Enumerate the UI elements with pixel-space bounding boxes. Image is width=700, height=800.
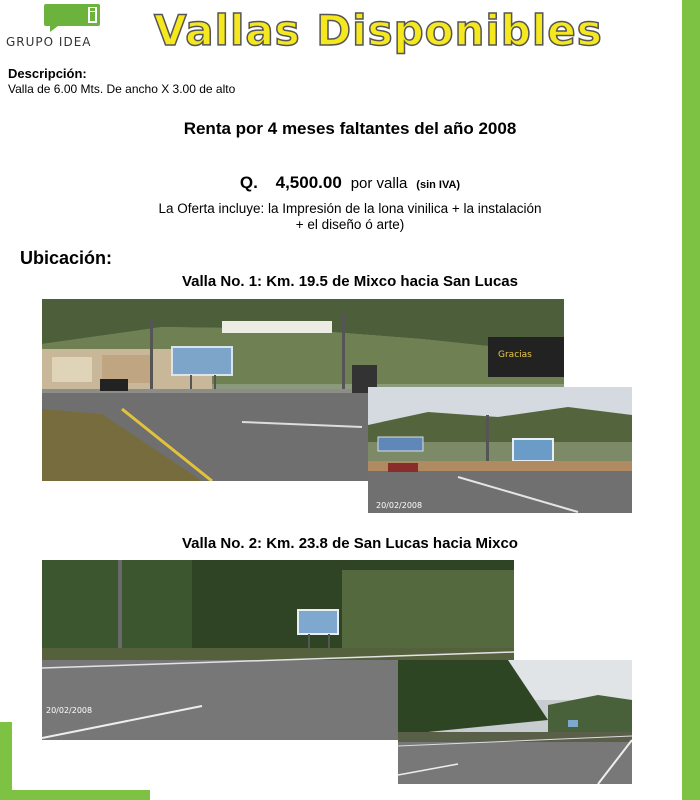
logo-wordmark: GRUPO IDEA bbox=[6, 35, 92, 49]
billboard-2-timestamp: 20/02/2008 bbox=[46, 706, 93, 715]
corner-accent-horizontal bbox=[0, 790, 150, 800]
offer-text bbox=[70, 201, 630, 233]
price-amount: 4,500.00 bbox=[275, 173, 342, 192]
price-line bbox=[0, 173, 700, 193]
price-currency: Q. bbox=[239, 173, 258, 192]
page-title: Vallas Disponibles bbox=[154, 6, 603, 55]
rent-heading: Renta por 4 meses faltantes del año 2008 bbox=[183, 119, 517, 138]
billboard-1-title: Valla No. 1: Km. 19.5 de Mixco hacia San Lucas bbox=[182, 273, 518, 290]
corner-accent-vertical bbox=[0, 722, 12, 800]
price-tax-note: (sin IVA) bbox=[416, 179, 461, 191]
grupo-idea-logo bbox=[4, 4, 124, 50]
description-label: Descripción: bbox=[8, 66, 87, 81]
offer-line-2: + el diseño ó arte) bbox=[295, 217, 405, 232]
offer-line-1: La Oferta incluye: la Impresión de la lona vinilica + la instalación bbox=[158, 201, 542, 216]
price-unit: por valla bbox=[350, 175, 408, 192]
description-text: Valla de 6.00 Mts. De ancho X 3.00 de alto bbox=[8, 82, 236, 96]
speech-bubble-icon bbox=[44, 4, 100, 32]
svg-text:Gracias: Gracias bbox=[498, 350, 532, 360]
billboard-2-photo-closeup bbox=[398, 660, 632, 784]
billboard-2-title: Valla No. 2: Km. 23.8 de San Lucas hacia Mixco bbox=[182, 535, 518, 552]
billboard-1-photo-closeup bbox=[368, 387, 632, 513]
location-heading: Ubicación: bbox=[20, 248, 113, 268]
billboard-1-timestamp: 20/02/2008 bbox=[376, 501, 423, 510]
